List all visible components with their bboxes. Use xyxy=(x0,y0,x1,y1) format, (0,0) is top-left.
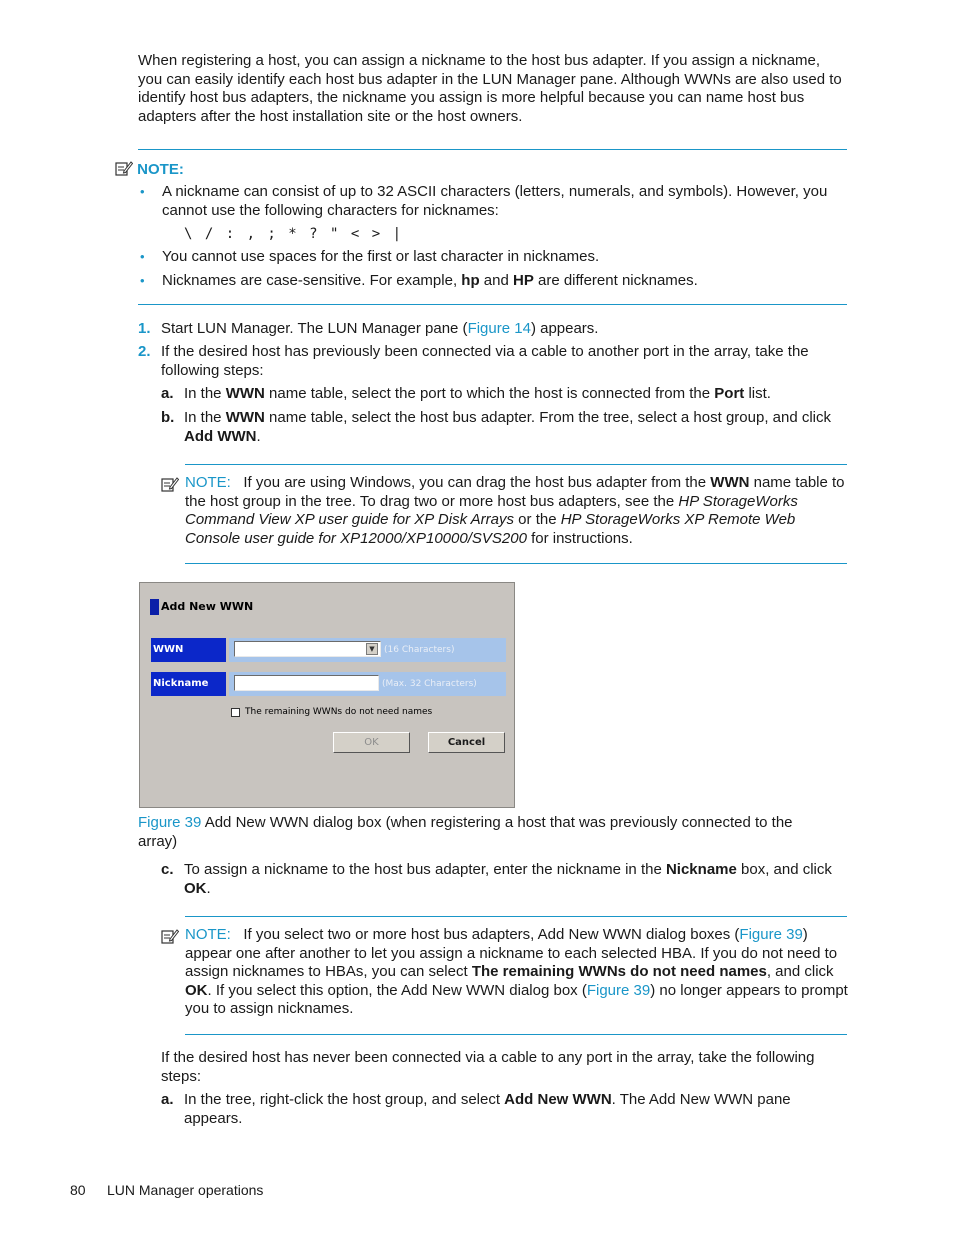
note-label: NOTE: xyxy=(137,161,184,178)
figure-39-link[interactable]: Figure 39 xyxy=(739,926,803,943)
note-rule-bottom xyxy=(138,304,847,305)
note1-bullet2: You cannot use spaces for the first or last character in nicknames. xyxy=(162,248,600,265)
dialog-title: Add New WWN xyxy=(161,600,254,613)
substep-letter: c. xyxy=(161,861,174,878)
wwn-label: WWN xyxy=(151,638,226,662)
remaining-wwns-label: The remaining WWNs do not need names xyxy=(245,707,433,717)
step-number: 2. xyxy=(138,343,151,360)
step-2: If the desired host has previously been connected via a cable to another port in the array, take the following steps: xyxy=(161,343,809,379)
note-label: NOTE: xyxy=(185,474,231,491)
substep-letter: a. xyxy=(161,1091,174,1108)
bullet-marker: • xyxy=(140,273,145,288)
intro-paragraph: When registering a host, you can assign a nickname to the host bus adapter. If you assign a nickname, you can easily identify each host bus adapter in the LUN Manager pane. Although WWNs are also used to identify host bus adapters, the nickname you assign is more helpful because you can name host bus adapters after the host installation site or the host owners. xyxy=(138,52,842,125)
note-rule-bottom xyxy=(185,1034,847,1035)
note-rule-bottom xyxy=(185,563,847,564)
note-rule-top xyxy=(185,916,847,917)
nickname-input[interactable] xyxy=(234,675,379,691)
substep-b: In the WWN name table, select the host bus adapter. From the tree, select a host group, and click Add WWN. xyxy=(184,409,832,445)
note-rule-top xyxy=(138,149,847,150)
footer-section: LUN Manager operations xyxy=(107,1182,264,1198)
figure-caption: Figure 39 Add New WWN dialog box (when registering a host that was previously connected to the array) xyxy=(138,814,793,850)
step-number: 1. xyxy=(138,320,151,337)
cancel-button[interactable]: Cancel xyxy=(428,732,505,753)
page-number: 80 xyxy=(70,1182,86,1198)
forbidden-characters: \ / : , ; * ? " < > | xyxy=(184,226,404,242)
step-1: Start LUN Manager. The LUN Manager pane (Figure 14) appears. xyxy=(161,320,599,337)
remaining-wwns-checkbox[interactable] xyxy=(231,708,240,717)
note-icon xyxy=(161,928,179,948)
substep-letter: a. xyxy=(161,385,174,402)
wwn-combo-input[interactable] xyxy=(234,641,381,657)
note1-bullet1: A nickname can consist of up to 32 ASCII characters (letters, numerals, and symbols). However, you cannot use the following characters for nicknames: xyxy=(162,183,828,219)
bullet-marker: • xyxy=(140,249,145,264)
add-new-wwn-dialog xyxy=(139,582,515,808)
title-marker xyxy=(150,599,159,615)
figure-39-link[interactable]: Figure 39 xyxy=(586,981,651,999)
substep-c: To assign a nickname to the host bus adapter, enter the nickname in the Nickname box, and click OK. xyxy=(184,861,832,897)
chevron-down-icon[interactable]: ▼ xyxy=(366,643,378,655)
nickname-label: Nickname xyxy=(151,672,226,696)
note-heading xyxy=(115,160,184,180)
note2-text: NOTE: If you are using Windows, you can drag the host bus adapter from the WWN name table to the host group in the tree. To drag two or more host bus adapters, see the HP StorageWorks Command View XP user guide for XP Disk Arrays or the HP StorageWorks XP Remote Web Console user guide for XP12000/XP10000/SVS200 for instructions. xyxy=(185,474,845,547)
note3-text: NOTE: If you select two or more host bus adapters, Add New WWN dialog boxes (Figure 39) appear one after another to let you assign a nickname to each selected HBA. If you do not need to assign nicknames to HBAs, you can select The remaining WWNs do not need names, and click OK. If you select this option, the Add New WWN dialog box (Figure 39) no longer appears to prompt you to assign nicknames. xyxy=(185,926,848,1017)
nickname-hint: (Max. 32 Characters) xyxy=(382,679,477,689)
ok-button[interactable]: OK xyxy=(333,732,410,753)
never-connected-paragraph: If the desired host has never been connected via a cable to any port in the array, take the following steps: xyxy=(161,1049,815,1085)
wwn-hint: (16 Characters) xyxy=(384,645,455,655)
note-rule-top xyxy=(185,464,847,465)
substep-a: In the WWN name table, select the port to which the host is connected from the Port list. xyxy=(184,385,771,402)
note1-bullet3: Nicknames are case-sensitive. For example, hp and HP are different nicknames. xyxy=(162,272,698,289)
substep-letter: b. xyxy=(161,409,175,426)
note-icon xyxy=(115,160,133,180)
never-substep-a: In the tree, right-click the host group, and select Add New WWN. The Add New WWN pane appears. xyxy=(184,1091,791,1127)
bullet-marker: • xyxy=(140,184,145,199)
note-icon xyxy=(161,476,179,496)
note-label: NOTE: xyxy=(185,926,231,943)
figure-14-link[interactable]: Figure 14 xyxy=(467,320,531,337)
